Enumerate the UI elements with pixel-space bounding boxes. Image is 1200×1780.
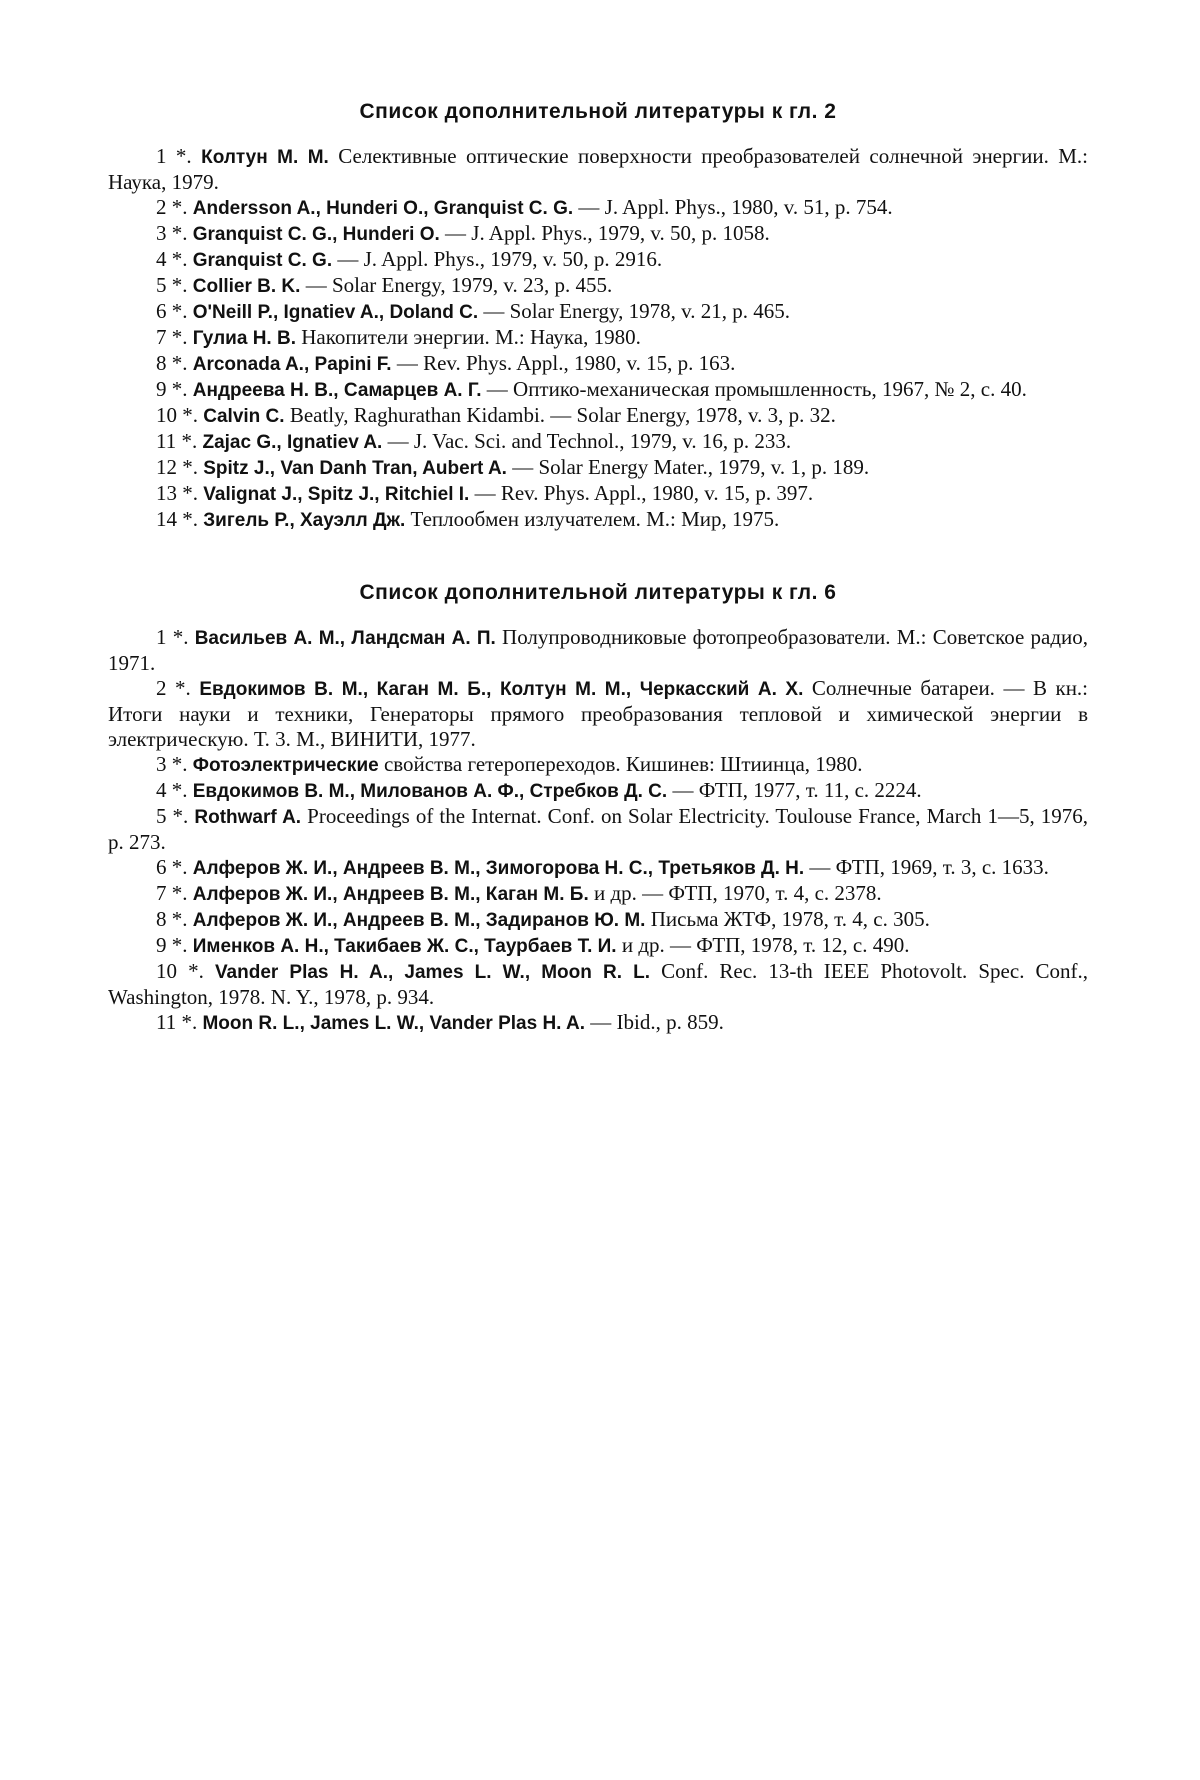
reference-number: 9 *. — [156, 933, 188, 957]
reference-text: свойства гетеропереходов. Кишинев: Штиинца, 1980. — [383, 752, 863, 776]
reference-number: 4 *. — [156, 778, 188, 802]
reference-text: — Solar Energy Mater., 1979, v. 1, p. 189. — [512, 455, 870, 479]
reference-text: — ФТП, 1977, т. 11, с. 2224. — [672, 778, 922, 802]
reference-entry — [108, 881, 1088, 907]
reference-number: 8 *. — [156, 351, 188, 375]
reference-number: 6 *. — [156, 855, 188, 879]
reference-text: Beatly, Raghurathan Kidambi. — Solar Energy, 1978, v. 3, p. 32. — [289, 403, 836, 427]
reference-text: — Rev. Phys. Appl., 1980, v. 15, p. 163. — [396, 351, 736, 375]
reference-authors: Алферов Ж. И., Андреев В. М., Задиранов Ю. М. — [192, 910, 646, 931]
reference-authors: Васильев А. М., Ландсман А. П. — [194, 628, 496, 649]
reference-entry — [108, 481, 1088, 507]
reference-authors: Зигель Р., Хауэлл Дж. — [203, 510, 406, 531]
reference-entry — [108, 247, 1088, 273]
reference-number: 11 *. — [156, 429, 198, 453]
reference-authors: Granquist C. G., Hunderi O. — [192, 224, 440, 245]
reference-entry — [108, 507, 1088, 533]
reference-entry — [108, 455, 1088, 481]
reference-authors: Zajac G., Ignatiev A. — [202, 432, 383, 453]
reference-text: Селективные оптические поверхности преобразователей солнечной энергии. М.: Наука, 1979. — [108, 144, 1089, 194]
reference-authors: O'Neill P., Ignatiev A., Doland C. — [192, 302, 479, 323]
reference-number: 7 *. — [156, 881, 188, 905]
reference-number: 14 *. — [156, 507, 198, 531]
reference-entry — [108, 933, 1088, 959]
reference-text: и др. — ФТП, 1970, т. 4, с. 2378. — [593, 881, 882, 905]
reference-entry — [108, 752, 1088, 778]
reference-authors: Фотоэлектрические — [192, 755, 379, 776]
section-ch2 — [108, 100, 1088, 533]
reference-authors: Andersson A., Hunderi O., Granquist C. G. — [192, 198, 574, 219]
reference-number: 11 *. — [156, 1010, 198, 1034]
reference-text: — J. Appl. Phys., 1979, v. 50, p. 1058. — [445, 221, 770, 245]
reference-text: и др. — ФТП, 1978, т. 12, с. 490. — [621, 933, 910, 957]
reference-number: 7 *. — [156, 325, 188, 349]
reference-authors: Алферов Ж. И., Андреев В. М., Каган М. Б. — [192, 884, 589, 905]
reference-text: Proceedings of the Internat. Conf. on Solar Electricity. Toulouse France, March 1—5, 1976, p. 273. — [108, 804, 1089, 854]
reference-entry — [108, 625, 1088, 676]
reference-entry — [108, 351, 1088, 377]
reference-text: — J. Vac. Sci. and Technol., 1979, v. 16, p. 233. — [387, 429, 792, 453]
reference-text: Полупроводниковые фотопреобразователи. М.: Советское радио, 1971. — [108, 625, 1089, 675]
reference-text: — Rev. Phys. Appl., 1980, v. 15, p. 397. — [474, 481, 814, 505]
reference-entry — [108, 403, 1088, 429]
reference-list — [108, 625, 1088, 1036]
reference-entry — [108, 273, 1088, 299]
section-title: Список дополнительной литературы к гл. 6 — [359, 581, 837, 604]
reference-text: Накопители энергии. М.: Наука, 1980. — [301, 325, 641, 349]
reference-authors: Granquist C. G. — [192, 250, 333, 271]
reference-text: Теплообмен излучателем. М.: Мир, 1975. — [410, 507, 780, 531]
reference-authors: Valignat J., Spitz J., Ritchiel I. — [203, 484, 470, 505]
reference-entry — [108, 907, 1088, 933]
reference-number: 13 *. — [156, 481, 198, 505]
section-ch6 — [108, 581, 1088, 1036]
reference-authors: Vander Plas H. A., James L. W., Moon R. L. — [214, 962, 650, 983]
reference-text: — Solar Energy, 1979, v. 23, p. 455. — [305, 273, 613, 297]
reference-number: 2 *. — [156, 195, 188, 219]
reference-number: 9 *. — [156, 377, 188, 401]
reference-authors: Алферов Ж. И., Андреев В. М., Зимогорова Н. С., Третьяков Д. Н. — [192, 858, 805, 879]
reference-number: 4 *. — [156, 247, 188, 271]
reference-authors: Евдокимов В. М., Милованов А. Ф., Стребков Д. С. — [192, 781, 668, 802]
reference-number: 3 *. — [156, 752, 188, 776]
reference-text: — Ibid., p. 859. — [590, 1010, 724, 1034]
reference-authors: Arconada A., Papini F. — [192, 354, 392, 375]
reference-entry — [108, 221, 1088, 247]
reference-entry — [108, 144, 1088, 195]
reference-authors: Гулиа Н. В. — [192, 328, 296, 349]
reference-number: 5 *. — [156, 273, 188, 297]
reference-number: 12 *. — [156, 455, 198, 479]
reference-authors: Moon R. L., James L. W., Vander Plas H. A. — [202, 1013, 586, 1034]
reference-text: — Solar Energy, 1978, v. 21, p. 465. — [483, 299, 790, 323]
reference-text: — ФТП, 1969, т. 3, с. 1633. — [809, 855, 1049, 879]
reference-number: 1 *. — [156, 625, 189, 649]
reference-authors: Именков А. Н., Такибаев Ж. С., Таурбаев Т. И. — [192, 936, 617, 957]
reference-text: — J. Appl. Phys., 1980, v. 51, p. 754. — [578, 195, 893, 219]
reference-number: 6 *. — [156, 299, 188, 323]
reference-authors: Calvin C. — [203, 406, 285, 427]
reference-text: — J. Appl. Phys., 1979, v. 50, p. 2916. — [337, 247, 663, 271]
reference-number: 5 *. — [156, 804, 189, 828]
reference-entry — [108, 778, 1088, 804]
reference-entry — [108, 676, 1088, 752]
reference-entry — [108, 855, 1088, 881]
reference-entry — [108, 959, 1088, 1010]
page — [108, 100, 1088, 1036]
reference-entry — [108, 1010, 1088, 1036]
section-title: Список дополнительной литературы к гл. 2 — [359, 100, 837, 123]
reference-number: 10 *. — [156, 959, 204, 983]
reference-entry — [108, 299, 1088, 325]
reference-authors: Евдокимов В. М., Каган М. Б., Колтун М. М., Черкасский А. Х. — [199, 679, 804, 700]
reference-text: Conf. Rec. 13-th IEEE Photovolt. Spec. Conf., Washington, 1978. N. Y., 1978, p. 934. — [108, 959, 1089, 1009]
reference-entry — [108, 325, 1088, 351]
reference-entry — [108, 804, 1088, 855]
reference-authors: Spitz J., Van Danh Tran, Aubert A. — [203, 458, 507, 479]
reference-authors: Андреева Н. В., Самарцев А. Г. — [192, 380, 482, 401]
reference-number: 2 *. — [156, 676, 191, 700]
reference-entry — [108, 377, 1088, 403]
reference-number: 3 *. — [156, 221, 188, 245]
reference-number: 8 *. — [156, 907, 188, 931]
reference-text: Письма ЖТФ, 1978, т. 4, с. 305. — [650, 907, 930, 931]
reference-authors: Колтун М. М. — [201, 147, 329, 168]
reference-text: — Оптико-механическая промышленность, 1967, № 2, с. 40. — [486, 377, 1027, 401]
reference-entry — [108, 195, 1088, 221]
reference-authors: Rothwarf A. — [194, 807, 302, 828]
reference-authors: Collier B. K. — [192, 276, 301, 297]
reference-entry — [108, 429, 1088, 455]
reference-list — [108, 144, 1088, 533]
reference-text: Солнечные батареи. — В кн.: Итоги науки и техники, Генераторы прямого преобразования тепловой и химической энергии в электрическую. Т. 3. М., ВИНИТИ, 1977. — [108, 676, 1089, 751]
reference-number: 1 *. — [156, 144, 192, 168]
reference-number: 10 *. — [156, 403, 198, 427]
